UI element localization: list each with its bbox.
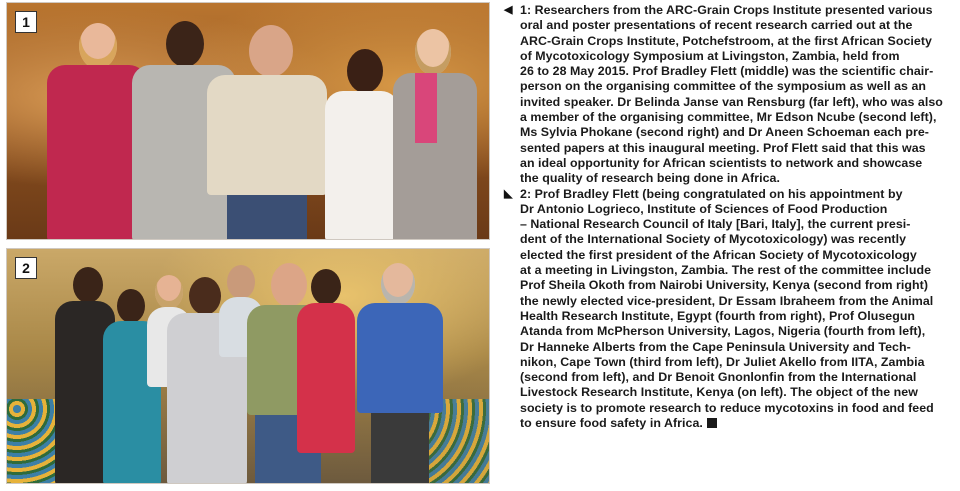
photo-number-badge: 2 xyxy=(15,257,37,279)
caption-1 xyxy=(504,3,956,187)
caption-line: an ideal opportunity for African scientists to network and showcase xyxy=(520,155,923,170)
caption-line: the newly elected vice-president, Dr Essam Ibraheem from the Animal xyxy=(520,293,934,308)
caption-line: elected the first president of the African Society of Mycotoxicology xyxy=(520,247,917,262)
caption-line: to ensure food safety in Africa. xyxy=(520,416,703,431)
caption-line: Livestock Research Institute, Kenya (on left). The object of the new xyxy=(520,385,918,400)
caption-line: – National Research Council of Italy [Bari, Italy], the current presi- xyxy=(520,217,911,232)
photo-number-badge: 1 xyxy=(15,11,37,33)
photo-1 xyxy=(6,2,490,240)
caption-line-last xyxy=(520,416,956,431)
photo-2 xyxy=(6,248,490,484)
caption-line: at a meeting in Livingston, Zambia. The rest of the committee include xyxy=(520,263,932,278)
caption-line: ARC-Grain Crops Institute, Potchefstroom, at the first African Society xyxy=(520,33,932,48)
corner-arrow-icon: ◣ xyxy=(504,187,513,200)
caption-line: Ms Sylvia Phokane (second right) and Dr Aneen Schoeman each pre- xyxy=(520,125,929,140)
caption-line: Dr Hanneke Alberts from the Cape Peninsula University and Tech- xyxy=(520,339,911,354)
caption-line: nikon, Cape Town (third from left), Dr Juliet Akello from IITA, Zambia xyxy=(520,354,925,369)
caption-line: dent of the International Society of Mycotoxicology) was recently xyxy=(520,232,907,247)
end-square-icon xyxy=(707,418,717,428)
caption-line: Prof Sheila Okoth from Nairobi University, Kenya (second from right) xyxy=(520,278,928,293)
caption-column xyxy=(504,3,956,431)
caption-line: invited speaker. Dr Belinda Janse van Rensburg (far left), who was also xyxy=(520,94,943,109)
caption-line: of Mycotoxicology Symposium at Livingston, Zambia, held from xyxy=(520,48,900,63)
caption-line: a member of the organising committee, Mr Edson Ncube (second left), xyxy=(520,110,937,125)
caption-line: Dr Antonio Logrieco, Institute of Sciences of Food Production xyxy=(520,201,888,216)
caption-line: 1: Researchers from the ARC-Grain Crops Institute presented various xyxy=(520,3,933,17)
caption-line: 26 to 28 May 2015. Prof Bradley Flett (middle) was the scientific chair- xyxy=(520,64,934,79)
caption-line: the quality of research being done in Africa. xyxy=(520,171,780,186)
caption-line: 2: Prof Bradley Flett (being congratulated on his appointment by xyxy=(520,186,903,201)
caption-line: person on the organising committee of the symposium as well as an xyxy=(520,79,927,94)
left-arrow-icon: ◀ xyxy=(504,4,513,16)
caption-line: (second from left), and Dr Benoit Gnonlonfin from the International xyxy=(520,370,917,385)
caption-2 xyxy=(504,187,956,432)
caption-line: Atanda from McPherson University, Lagos, Nigeria (fourth from left), xyxy=(520,324,926,339)
caption-line: society is to promote research to reduce mycotoxins in food and feed xyxy=(520,400,934,415)
caption-line: sented papers at this inaugural meeting. Prof Flett said that this was xyxy=(520,140,926,155)
caption-line: Health Research Institute, Egypt (fourth from right), Prof Olusegun xyxy=(520,308,916,323)
caption-line: oral and poster presentations of recent research carried out at the xyxy=(520,18,913,33)
